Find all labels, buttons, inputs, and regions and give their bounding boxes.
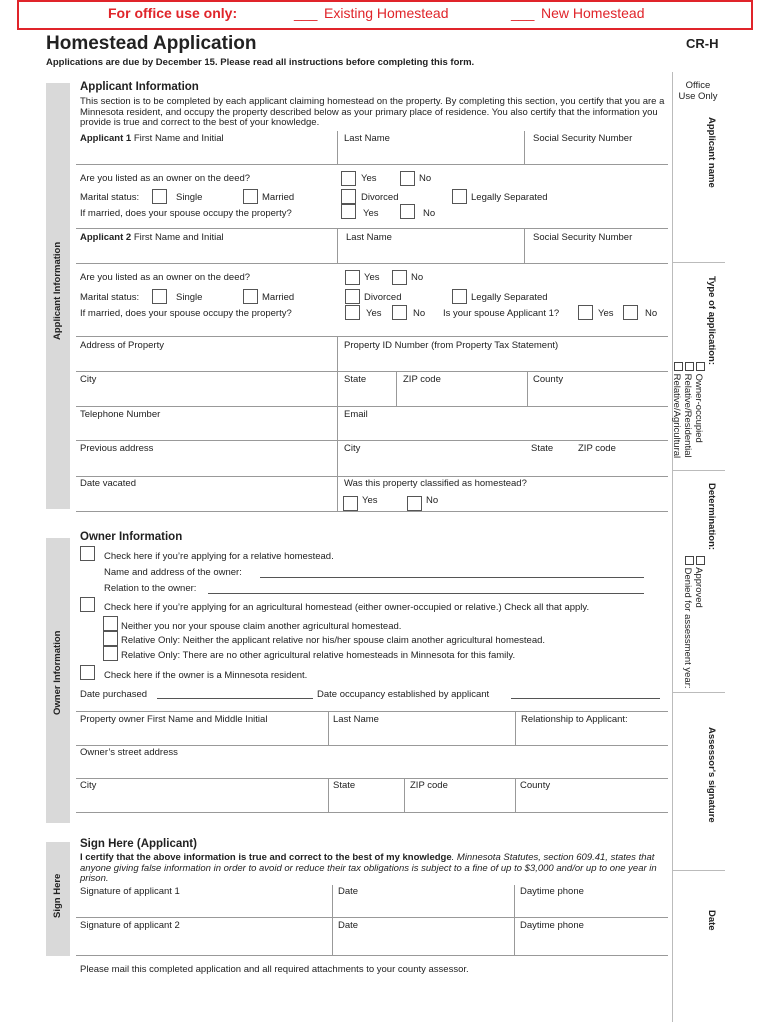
classified-yes-label: Yes (362, 495, 378, 506)
owner-zip-label: ZIP code (410, 780, 448, 791)
owner-no-checkbox-1[interactable] (400, 171, 415, 186)
spouse-yes-checkbox-2[interactable] (345, 305, 360, 320)
divider (76, 476, 668, 477)
mn-resident-checkbox[interactable] (80, 665, 95, 680)
applicant1-ssn-label: Social Security Number (533, 133, 633, 144)
date-purchased-label: Date purchased (80, 689, 148, 700)
divider (76, 371, 668, 372)
phone-label: Telephone Number (80, 409, 161, 420)
married-label-1: Married (262, 192, 295, 203)
ag1-checkbox[interactable] (103, 616, 118, 631)
applicant2-first-name-label: Applicant 2 First Name and Initial (80, 232, 224, 243)
single-checkbox-2[interactable] (152, 289, 167, 304)
existing-blank: ___ (294, 5, 318, 21)
office-col-top: Office Use Only (678, 80, 718, 103)
office-divider (673, 870, 725, 871)
type-option-1[interactable]: Owner-occupied (693, 362, 705, 443)
applicant-side-label: Applicant Information (52, 241, 63, 340)
office-divider (673, 262, 725, 263)
divider (515, 711, 516, 745)
approved-checkbox[interactable] (696, 556, 705, 565)
owner-name-address-label: Name and address of the owner: (104, 567, 242, 578)
owner-county-label: County (520, 780, 551, 791)
owner-yes-label-1: Yes (361, 173, 377, 184)
det-option-2[interactable]: Denied for assessment year: (682, 556, 694, 689)
applicant2-ssn-label: Social Security Number (533, 232, 633, 243)
previous-address-label: Previous address (80, 443, 154, 454)
mn-resident-label: Check here if the owner is a Minnesota resident. (104, 670, 308, 681)
sig2-date-label: Date (338, 920, 359, 931)
existing-homestead-label: Existing Homestead (324, 5, 449, 21)
property-address-label: Address of Property (80, 340, 164, 351)
spouse-no-checkbox-2[interactable] (392, 305, 407, 320)
type-checkbox-1[interactable] (696, 362, 705, 371)
certification-text: I certify that the above information is true and correct to the best of my knowledge. Minnesota Statutes, section 609.41, states that anyone giving false information in order to avoid or reduce their tax obligations is subject to a fine of up to $3,000 and/or up to one year in prison. (80, 852, 657, 885)
classified-no-checkbox[interactable] (407, 496, 422, 511)
page-title: Homestead Application (46, 33, 257, 54)
divider (328, 778, 329, 812)
owner-heading: Owner Information (80, 531, 183, 543)
single-label-1: Single (176, 192, 203, 203)
det-option-1[interactable]: Approved (693, 556, 705, 608)
married-checkbox-2[interactable] (243, 289, 258, 304)
owner-state-label: State (333, 780, 356, 791)
relation-line (208, 593, 644, 594)
sign-side-label: Sign Here (52, 873, 63, 918)
spouse-yes-label-2: Yes (366, 308, 382, 319)
owner-no-label-2: No (411, 272, 424, 283)
sig1-label: Signature of applicant 1 (80, 886, 180, 897)
divorced-label-2: Divorced (364, 292, 402, 303)
divider (515, 778, 516, 812)
divider (76, 440, 668, 441)
owner-city-label: City (80, 780, 97, 791)
spouse-a1-yes-label: Yes (598, 308, 614, 319)
denied-checkbox[interactable] (685, 556, 694, 565)
po-first-name-label: Property owner First Name and Middle Initial (80, 714, 268, 725)
applicant1-last-name-label: Last Name (344, 133, 390, 144)
prev-state-label: State (531, 443, 554, 454)
classified-yes-checkbox[interactable] (343, 496, 358, 511)
separated-label-2: Legally Separated (471, 292, 548, 303)
divider (337, 477, 338, 511)
separated-checkbox-1[interactable] (452, 189, 467, 204)
applicant-intro: This section is to be completed by each applicant claiming homestead on the property. By completing this section, you certify that you are a Minnesota resident, and occupy the property described below as your primary place of residence. You also certify that the information you provide is true and correct to the best of your knowledge. (80, 96, 665, 129)
divider (76, 955, 668, 956)
divider (76, 406, 668, 407)
divider (337, 131, 338, 164)
divider (404, 778, 405, 812)
owner-question-1: Are you listed as an owner on the deed? (80, 173, 251, 184)
divider (527, 372, 528, 406)
married-label-2: Married (262, 292, 295, 303)
applicant1-first-name-label: Applicant 1 First Name and Initial (80, 133, 224, 144)
new-blank: ___ (511, 5, 535, 21)
spouse-no-checkbox-1[interactable] (400, 204, 415, 219)
divider (76, 812, 668, 813)
single-label-2: Single (176, 292, 203, 303)
type-option-3[interactable]: Relative/Agricultural (671, 362, 683, 458)
zip-label: ZIP code (403, 374, 441, 385)
owner-yes-checkbox-2[interactable] (345, 270, 360, 285)
office-divider (673, 692, 725, 693)
owner-yes-checkbox-1[interactable] (341, 171, 356, 186)
classified-question: Was this property classified as homestead? (344, 478, 527, 489)
prev-city-label: City (344, 443, 361, 454)
form-code: CR-H (686, 36, 719, 51)
email-label: Email (344, 409, 368, 420)
divorced-checkbox-2[interactable] (345, 289, 360, 304)
assessor-signature-label: Assessor's signature (706, 727, 717, 823)
spouse-question-2: If married, does your spouse occupy the property? (80, 308, 292, 319)
owner-side-label: Owner Information (52, 630, 63, 715)
due-note: Applications are due by December 15. Please read all instructions before completing this form. (46, 57, 475, 68)
divider (76, 917, 668, 918)
relation-label: Relation to the owner: (104, 583, 197, 594)
applicant-heading: Applicant Information (80, 81, 199, 93)
divider (76, 778, 668, 779)
divorced-checkbox-1[interactable] (341, 189, 356, 204)
spouse-yes-label-1: Yes (363, 208, 379, 219)
divider (524, 229, 525, 263)
date-vacated-label: Date vacated (80, 478, 136, 489)
prev-zip-label: ZIP code (578, 443, 616, 454)
divider (524, 131, 525, 164)
determination-label: Determination: (706, 483, 717, 551)
divider (76, 336, 668, 337)
single-checkbox-1[interactable] (152, 189, 167, 204)
property-id-label: Property ID Number (from Property Tax Statement) (344, 340, 559, 351)
spouse-no-label-1: No (423, 208, 436, 219)
spouse-question-1: If married, does your spouse occupy the property? (80, 208, 292, 219)
owner-name-line (260, 577, 644, 578)
ag-checkbox[interactable] (80, 597, 95, 612)
relative-checkbox[interactable] (80, 546, 95, 561)
sign-heading: Sign Here (Applicant) (80, 838, 197, 850)
owner-yes-label-2: Yes (364, 272, 380, 283)
ag3-checkbox[interactable] (103, 646, 118, 661)
office-date-label: Date (706, 910, 717, 931)
owner-no-checkbox-2[interactable] (392, 270, 407, 285)
separated-checkbox-2[interactable] (452, 289, 467, 304)
divider (514, 885, 515, 955)
applicant-name-label: Applicant name (706, 117, 717, 188)
spouse-a1-no-label: No (645, 308, 658, 319)
separated-label-1: Legally Separated (471, 192, 548, 203)
marital-label-1: Marital status: (80, 192, 140, 203)
divider (76, 745, 668, 746)
spouse-a1-no-checkbox[interactable] (623, 305, 638, 320)
occupancy-line (511, 698, 660, 699)
type-checkbox-2[interactable] (685, 362, 694, 371)
divider (76, 511, 668, 512)
applicant2-last-name-label: Last Name (346, 232, 392, 243)
office-use-label: For office use only: (108, 5, 238, 21)
type-label: Type of application: (706, 276, 717, 366)
date-purchased-line (157, 698, 313, 699)
marital-label-2: Marital status: (80, 292, 140, 303)
new-homestead-label: New Homestead (541, 5, 645, 21)
type-checkbox-3[interactable] (674, 362, 683, 371)
office-col-divider (672, 72, 673, 1022)
owner-no-label-1: No (419, 173, 432, 184)
owner-street-label: Owner’s street address (80, 747, 178, 758)
spouse-applicant1-question: Is your spouse Applicant 1? (443, 308, 560, 319)
sig1-phone-label: Daytime phone (520, 886, 584, 897)
type-option-2[interactable]: Relative/Residential (682, 362, 694, 458)
relative-label: Check here if you’re applying for a relative homestead. (104, 551, 334, 562)
divider (76, 263, 668, 264)
married-checkbox-1[interactable] (243, 189, 258, 204)
spouse-yes-checkbox-1[interactable] (341, 204, 356, 219)
classified-no-label: No (426, 495, 439, 506)
spouse-no-label-2: No (413, 308, 426, 319)
divider (76, 711, 668, 712)
divider (337, 337, 338, 477)
state-label: State (344, 374, 367, 385)
ag2-checkbox[interactable] (103, 631, 118, 646)
sig1-date-label: Date (338, 886, 359, 897)
spouse-a1-yes-checkbox[interactable] (578, 305, 593, 320)
divider (337, 229, 338, 263)
mail-instructions: Please mail this completed application and all required attachments to your county assessor. (80, 964, 469, 975)
divider (76, 228, 668, 229)
city-label: City (80, 374, 97, 385)
ag3-label: Relative Only: There are no other agricultural relative homesteads in Minnesota for this family. (121, 650, 516, 661)
divider (396, 372, 397, 406)
po-last-name-label: Last Name (333, 714, 379, 725)
divorced-label-1: Divorced (361, 192, 399, 203)
sig2-label: Signature of applicant 2 (80, 920, 180, 931)
ag1-label: Neither you nor your spouse claim another agricultural homestead. (121, 621, 402, 632)
divider (76, 164, 668, 165)
sig2-phone-label: Daytime phone (520, 920, 584, 931)
county-label: County (533, 374, 564, 385)
office-divider (673, 470, 725, 471)
ag2-label: Relative Only: Neither the applicant relative nor his/her spouse claim another agricultural homestead. (121, 635, 546, 646)
owner-question-2: Are you listed as an owner on the deed? (80, 272, 251, 283)
divider (328, 711, 329, 745)
divider (332, 885, 333, 955)
relationship-label: Relationship to Applicant: (521, 714, 628, 725)
occupancy-label: Date occupancy established by applicant (317, 689, 490, 700)
ag-label: Check here if you’re applying for an agricultural homestead (either owner-occupied or relative.) Check all that apply. (104, 602, 590, 613)
